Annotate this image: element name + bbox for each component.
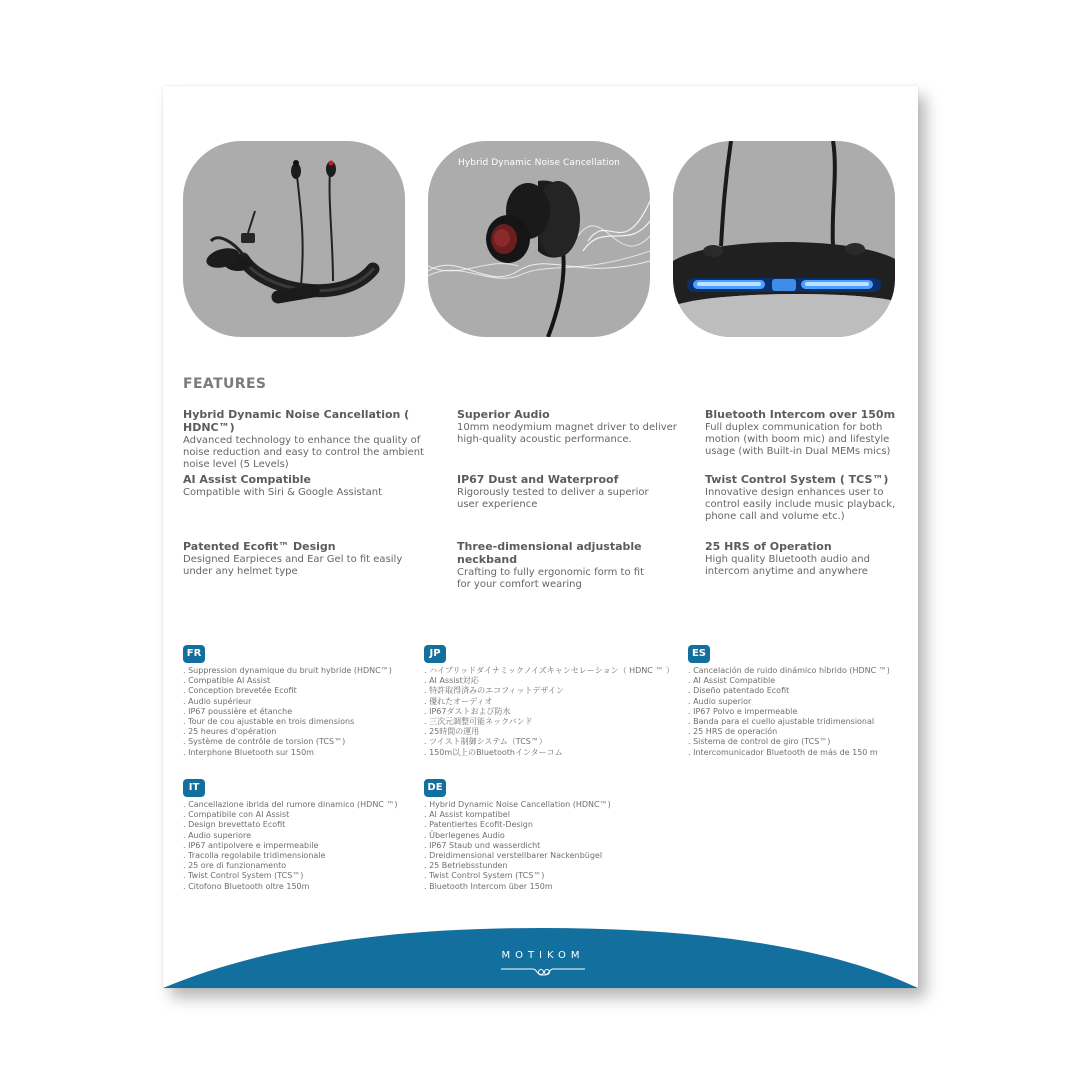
lang-item: . Compatible AI Assist: [183, 676, 271, 686]
feature-title: Superior Audio: [457, 408, 550, 421]
brand-logo-text: MOTIKOM: [501, 950, 585, 961]
lang-item: . Patentiertes Ecofit-Design: [424, 820, 533, 830]
lang-block-de: [424, 775, 684, 892]
lang-item: . Cancelación de ruido dinámico híbrido (HDNC ™): [688, 666, 890, 675]
lang-item: . IP67 poussière et étanche: [183, 706, 293, 716]
lang-list: [688, 666, 908, 758]
lang-item: . Twist Control System (TCS™): [183, 871, 304, 881]
lang-item: . Cancellazione ibrida del rumore dinamico (HDNC ™): [183, 800, 398, 809]
feature-ecofit: [183, 540, 413, 578]
brand-logo: [499, 950, 587, 974]
lang-item: . Suppression dynamique du bruit hybride (HDNC™): [183, 666, 392, 675]
lang-list: [183, 800, 443, 892]
feature-title: IP67 Dust and Waterproof: [457, 473, 619, 486]
feature-body: High quality Bluetooth audio and intercom anytime and anywhere: [705, 554, 870, 577]
feature-body: Designed Earpieces and Ear Gel to fit easily under any helmet type: [183, 554, 403, 577]
feature-title: Hybrid Dynamic Noise Cancellation ( HDNC™): [183, 408, 410, 434]
lang-block-fr: [183, 641, 443, 758]
feature-title: Patented Ecofit™ Design: [183, 540, 336, 553]
feature-title: Bluetooth Intercom over 150m: [705, 408, 896, 421]
earbud-illustration: [428, 141, 650, 337]
neckband-illustration: [183, 141, 405, 337]
lang-badge-fr: FR: [183, 645, 205, 663]
feature-body: Crafting to fully ergonomic form to fit for your comfort wearing: [457, 567, 644, 590]
lang-item: . Bluetooth Intercom über 150m: [424, 881, 553, 891]
feature-25hrs: [705, 540, 895, 578]
lang-block-es: [688, 641, 908, 758]
lang-item: . Conception brevetée Ecofit: [183, 686, 297, 696]
lang-badge-de: DE: [424, 779, 446, 797]
lang-item: . 25 HRS de operación: [688, 727, 778, 737]
lang-badge-jp: JP: [424, 645, 446, 663]
lang-item: . Diseño patentado Ecofit: [688, 686, 790, 696]
lang-item: . Audio superior: [688, 696, 752, 706]
lang-item: . 25時間の運用: [424, 727, 480, 737]
lang-item: . Überlegenes Audio: [424, 830, 505, 840]
lang-item: . IP67 Polvo e impermeable: [688, 706, 798, 716]
product-image-neckband: [183, 141, 405, 337]
feature-twist-control: [705, 473, 905, 523]
lang-item: . 150m以上のBluetoothインターコム: [424, 747, 563, 757]
feature-title: AI Assist Compatible: [183, 473, 311, 486]
brand-logo-mark: [499, 965, 587, 977]
lang-item: . 25 heures d'opération: [183, 727, 277, 737]
feature-title: 25 HRS of Operation: [705, 540, 832, 553]
lang-list: [183, 666, 443, 758]
lang-badge-it: IT: [183, 779, 205, 797]
lang-item: . Interphone Bluetooth sur 150m: [183, 747, 314, 757]
lang-block-it: [183, 775, 443, 892]
lang-item: . Banda para el cuello ajustable tridimensional: [688, 717, 875, 727]
lang-block-jp: [424, 641, 684, 758]
feature-body: Innovative design enhances user to control easily include music playback, phone call and volume etc.): [705, 487, 896, 522]
feature-neckband: [457, 540, 697, 591]
product-image-earbud: [428, 141, 650, 337]
lang-item: . AI Assist Compatible: [688, 676, 776, 686]
feature-body: Full duplex communication for both motion (with boom mic) and lifestyle usage (with Built-in Dual MEMs mics): [705, 422, 891, 457]
feature-title: Twist Control System ( TCS™): [705, 473, 889, 486]
lang-item: . IP67 antipolvere e impermeabile: [183, 840, 319, 850]
feature-title: Three-dimensional adjustable neckband: [457, 540, 642, 566]
lang-item: . ハイブリッドダイナミックノイズキャンセレーション（ HDNC ™ ）: [424, 666, 674, 675]
lang-item: . AI Assist対応: [424, 676, 479, 686]
lang-item: . Audio supérieur: [183, 696, 252, 706]
product-image-led: [673, 141, 895, 337]
feature-superior-audio: [457, 408, 717, 446]
feature-body: Compatible with Siri & Google Assistant: [183, 487, 383, 498]
feature-ai-assist: [183, 473, 443, 499]
lang-item: . Design brevettato Ecofit: [183, 820, 286, 830]
lang-item: . Sistema de control de giro (TCS™): [688, 737, 831, 747]
lang-item: . Compatibile con AI Assist: [183, 810, 290, 820]
features-heading: FEATURES: [183, 376, 267, 392]
lang-item: . Tour de cou ajustable en trois dimensions: [183, 717, 355, 727]
product-sheet: [163, 86, 918, 988]
feature-ip67: [457, 473, 667, 511]
lang-item: . IP67ダストおよび防水: [424, 706, 511, 716]
lang-item: . Intercomunicador Bluetooth de más de 150 m: [688, 747, 878, 757]
feature-body: 10mm neodymium magnet driver to deliver high-quality acoustic performance.: [457, 422, 677, 445]
lang-list: [424, 666, 684, 758]
lang-item: . 25 Betriebsstunden: [424, 861, 508, 871]
lang-item: . 25 ore di funzionamento: [183, 861, 287, 871]
lang-item: . 三次元調整可能ネックバンド: [424, 717, 533, 727]
hdnc-caption: Hybrid Dynamic Noise Cancellation: [457, 158, 620, 168]
lang-item: . 特許取得済みのエコフィットデザイン: [424, 686, 564, 696]
lang-item: . AI Assist kompatibel: [424, 810, 510, 820]
lang-item: . 優れたオーディオ: [424, 696, 493, 706]
lang-item: . Hybrid Dynamic Noise Cancellation (HDNC™): [424, 800, 611, 809]
lang-item: . Twist Control System (TCS™): [424, 871, 545, 881]
lang-item: . Audio superiore: [183, 830, 252, 840]
lang-item: . Citofono Bluetooth oltre 150m: [183, 881, 310, 891]
lang-item: . Dreidimensional verstellbarer Nackenbügel: [424, 851, 603, 861]
lang-badge-es: ES: [688, 645, 710, 663]
feature-body: Rigorously tested to deliver a superior user experience: [457, 487, 649, 510]
feature-bluetooth-intercom: [705, 408, 905, 458]
feature-hdnc: [183, 408, 443, 471]
lang-item: . Tracolla regolabile tridimensionale: [183, 851, 326, 861]
feature-body: Advanced technology to enhance the quality of noise reduction and easy to control the ambient noise level (5 Levels): [183, 435, 424, 470]
lang-list: [424, 800, 684, 892]
lang-item: . ツイスト制御システム（TCS™）: [424, 737, 547, 747]
lang-item: . IP67 Staub und wasserdicht: [424, 840, 541, 850]
lang-item: . Système de contrôle de torsion (TCS™): [183, 737, 346, 747]
led-illustration: [673, 141, 895, 337]
